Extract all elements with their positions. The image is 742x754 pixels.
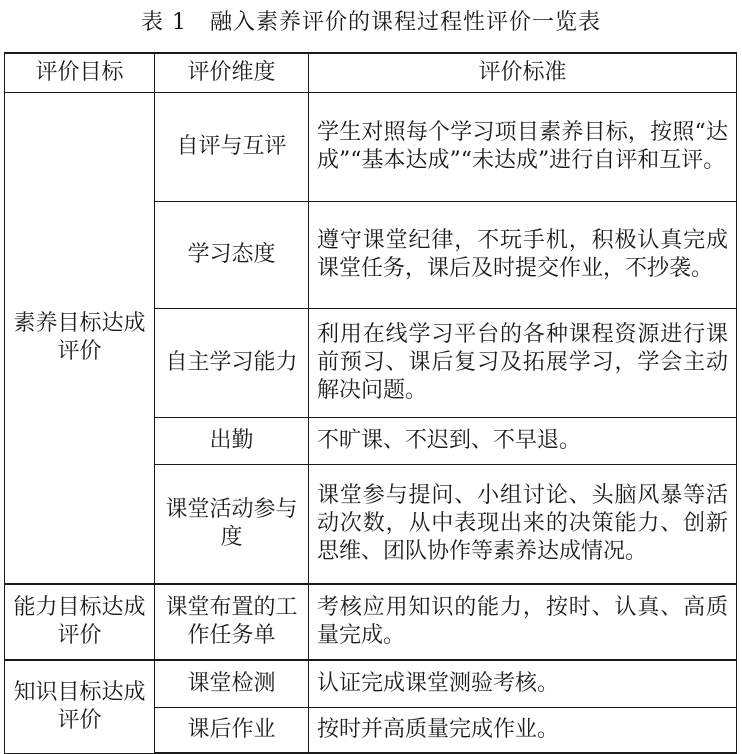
standard-cell: 考核应用知识的能力，按时、认真、高质量完成。 — [309, 584, 737, 660]
dimension-cell: 出勤 — [155, 418, 309, 465]
standard-cell: 按时并高质量完成作业。 — [309, 708, 737, 754]
standard-cell: 课堂参与提问、小组讨论、头脑风暴等活动次数，从中表现出来的决策能力、创新思维、团队协作等素养达成情况。 — [309, 465, 737, 585]
dimension-cell: 课堂布置的工作任务单 — [155, 584, 309, 660]
dimension-cell: 自主学习能力 — [155, 309, 309, 418]
table-row — [5, 584, 737, 660]
dimension-cell: 课堂检测 — [155, 660, 309, 708]
dimension-cell: 课后作业 — [155, 708, 309, 754]
dimension-cell: 课堂活动参与度 — [155, 465, 309, 585]
table-row — [5, 93, 737, 202]
table-caption: 表 1 融入素养评价的课程过程性评价一览表 — [141, 10, 601, 35]
evaluation-table — [4, 52, 737, 754]
goal-cell-literacy: 素养目标达成评价 — [5, 93, 155, 585]
header-goal: 评价目标 — [5, 53, 155, 93]
standard-cell: 学生对照每个学习项目素养目标，按照“达成”“基本达成”“未达成”进行自评和互评。 — [309, 93, 737, 202]
header-dimension: 评价维度 — [155, 53, 309, 93]
standard-cell: 不旷课、不迟到、不早退。 — [309, 418, 737, 465]
goal-cell-ability: 能力目标达成评价 — [5, 584, 155, 660]
standard-cell: 认证完成课堂测验考核。 — [309, 660, 737, 708]
dimension-cell: 学习态度 — [155, 202, 309, 309]
table-header-row — [5, 53, 737, 93]
table-row — [5, 660, 737, 708]
header-standard: 评价标准 — [309, 53, 737, 93]
dimension-cell: 自评与互评 — [155, 93, 309, 202]
standard-cell: 利用在线学习平台的各种课程资源进行课前预习、课后复习及拓展学习，学会主动解决问题。 — [309, 309, 737, 418]
goal-cell-knowledge: 知识目标达成评价 — [5, 660, 155, 753]
standard-cell: 遵守课堂纪律，不玩手机，积极认真完成课堂任务，课后及时提交作业，不抄袭。 — [309, 202, 737, 309]
